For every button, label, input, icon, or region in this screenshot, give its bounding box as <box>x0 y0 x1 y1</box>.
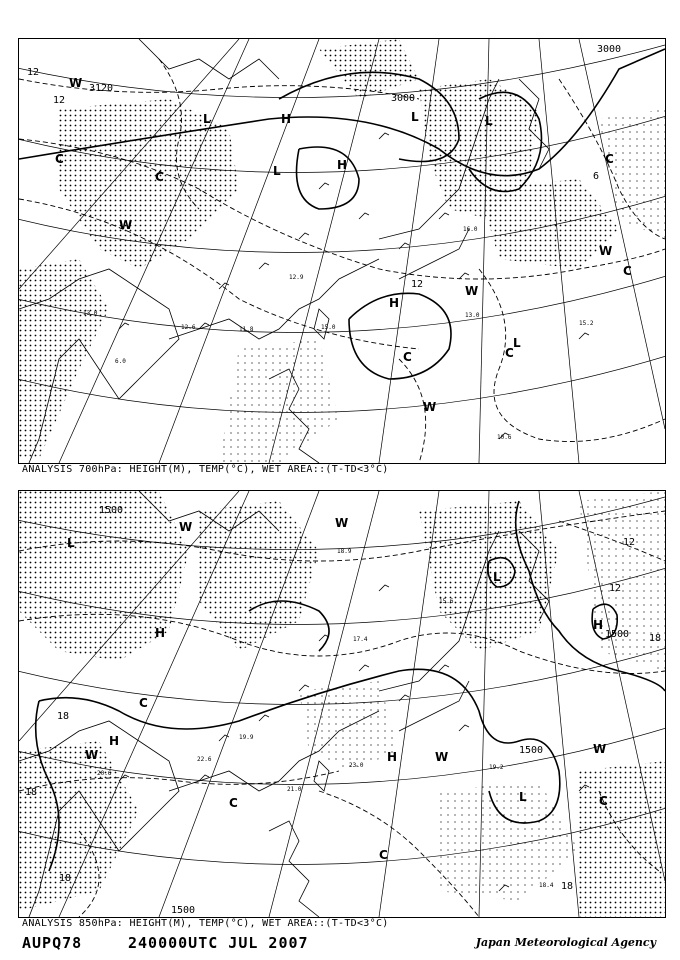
station-value: 6.0 <box>115 358 126 365</box>
low-marker: L <box>519 790 527 804</box>
map-700hpa <box>18 38 666 464</box>
contour-label: 18 <box>649 633 662 644</box>
low-marker: L <box>513 336 521 350</box>
contour-label: 18 <box>561 881 574 892</box>
agency-name: Japan Meteorological Agency <box>475 936 656 949</box>
high-marker: H <box>387 750 398 764</box>
chart-caption-850hpa: ANALYSIS 850hPa: HEIGHT(M), TEMP(°C), WET AREA::(T-TD<3°C) <box>22 918 389 929</box>
map-850hpa <box>18 490 666 918</box>
high-marker: H <box>281 112 292 126</box>
cold-marker: C <box>605 152 614 166</box>
station-value: 10.6 <box>497 434 512 441</box>
contour-label: 3000 <box>597 44 622 55</box>
chart-id: AUPQ78 <box>22 934 83 952</box>
contour-label: 12 <box>623 537 636 548</box>
low-marker: L <box>493 570 501 584</box>
contour-label: 12 <box>53 95 66 106</box>
cold-marker: C <box>229 796 238 810</box>
warm-marker: W <box>119 218 133 232</box>
station-value: 23.0 <box>349 762 364 769</box>
wet-area-shading <box>19 39 665 463</box>
station-value: 13.0 <box>465 312 480 319</box>
station-value: 12.6 <box>181 324 196 331</box>
station-value: 12.9 <box>289 274 304 281</box>
cold-marker: C <box>379 848 388 862</box>
warm-marker: W <box>335 516 349 530</box>
map-700hpa-canvas <box>19 39 665 463</box>
station-value: 22.6 <box>197 756 212 763</box>
warm-marker: W <box>69 76 83 90</box>
high-marker: H <box>593 618 604 632</box>
warm-marker: W <box>435 750 449 764</box>
contour-label: 1500 <box>99 505 124 516</box>
low-marker: L <box>273 164 281 178</box>
contour-label: 18 <box>25 787 38 798</box>
cold-marker: C <box>155 170 164 184</box>
station-value: 16.0 <box>463 226 478 233</box>
station-value: 11.8 <box>239 326 254 333</box>
station-value: 19.2 <box>489 764 504 771</box>
warm-marker: W <box>465 284 479 298</box>
station-value: 21.0 <box>287 786 302 793</box>
cold-marker: C <box>623 264 632 278</box>
low-marker: L <box>203 112 211 126</box>
station-value: 15.0 <box>321 324 336 331</box>
cold-marker: C <box>599 794 608 808</box>
warm-marker: W <box>85 748 99 762</box>
contour-label: 3000 <box>391 93 416 104</box>
warm-marker: W <box>423 400 437 414</box>
station-value: 15.2 <box>579 320 594 327</box>
station-value: 17.4 <box>353 636 368 643</box>
cold-marker: C <box>403 350 412 364</box>
low-marker: L <box>411 110 419 124</box>
contour-label: 3120 <box>89 83 114 94</box>
station-value: 13.0 <box>83 310 98 317</box>
chart-caption-700hpa: ANALYSIS 700hPa: HEIGHT(M), TEMP(°C), WET AREA::(T-TD<3°C) <box>22 464 389 475</box>
contour-label: 12 <box>609 583 622 594</box>
cold-marker: C <box>505 346 514 360</box>
low-marker: L <box>67 536 75 550</box>
contour-label: 12 <box>27 67 40 78</box>
cold-marker: C <box>55 152 64 166</box>
contour-label: 18 <box>59 873 72 884</box>
contour-label: 1500 <box>171 905 196 916</box>
contour-label: 1500 <box>519 745 544 756</box>
high-marker: H <box>337 158 348 172</box>
warm-marker: W <box>179 520 193 534</box>
warm-marker: W <box>593 742 607 756</box>
map-850hpa-canvas <box>19 491 665 917</box>
station-value: 20.6 <box>97 770 112 777</box>
contour-label: 12 <box>411 279 424 290</box>
valid-time: 240000UTC JUL 2007 <box>128 934 309 952</box>
high-marker: H <box>155 626 166 640</box>
station-value: 18.4 <box>539 882 554 889</box>
contour-label: 18 <box>57 711 70 722</box>
station-value: 19.9 <box>239 734 254 741</box>
contour-label: 1500 <box>605 629 630 640</box>
high-marker: H <box>109 734 120 748</box>
high-marker: H <box>389 296 400 310</box>
contour-label: 6 <box>593 171 600 182</box>
low-marker: L <box>485 114 493 128</box>
cold-marker: C <box>139 696 148 710</box>
station-value: 15.6 <box>439 598 454 605</box>
station-value: 18.9 <box>337 548 352 555</box>
warm-marker: W <box>599 244 613 258</box>
